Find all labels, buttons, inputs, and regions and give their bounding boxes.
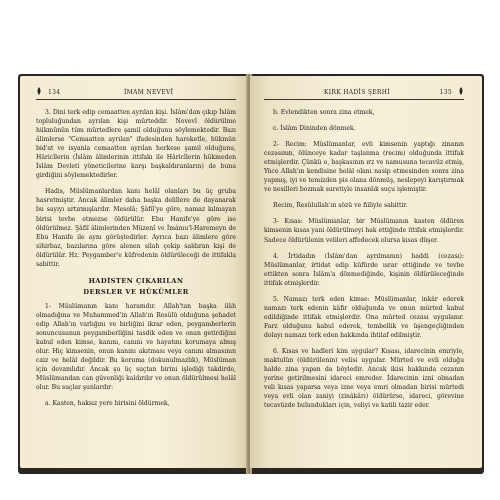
left-page: [20, 76, 248, 468]
right-page-header: [264, 88, 464, 100]
paragraph: 6. Kısas ve hadleri kim uygular? Kısası, idarecinin emriyle, maktulün (öldürülenin) velisi uygular. Mürted ve evli olduğu halde zina yapan da böyledir. Ancak ikisi hakkında cezanın yerine getirilmesini idareci emreder. İdarecinin izni olmadan veli kısas yaparsa veya izne veya emri olmadan birisi mürtedi veya evli olan zaniyi (zinâkârı) öldürürse, idareci, görevine tecavüzde bulundukları için, veliyi ve katili tazir eder.: [264, 347, 464, 410]
paragraph: 3- Kısas: Müslümanlar, bir Müslümanın kasten öldüren kimsenin kısas yani öldürülmeyi hak ettiğinde ittifak etmişlerdir. Sadece öldürülenin velileri affedecek olursa kısas düşer.: [264, 218, 464, 244]
section-heading: DERSLER VE HÜKÜMLER: [83, 287, 189, 296]
section-heading: HADİSTEN ÇIKARILAN: [88, 276, 184, 285]
paragraph: Hadis, Müslümanlardan kanı helâl olanları bu üç gruba hasretmiştir. Ancak âlimler daha başka delillere de dayanarak bu sayıyı artırmışlardır. Meselâ; Şâfiî'ye göre, namaz kılmayan birisi tevbe etmezse öldürülür. Ebu Hanife'ye göre ise öldürülmez. Şâfiî âlimlerinden Müzenî ve İmâmu'l-Haremeyn de Ebu Hanife ile aynı görüştedirler. Ayrıca bazı âlimlere göre sihirbaz, bazılarına göre alenen silah çekip saldıran kişi de öldürülür. Hz. Peygamber'e küfredenin öldürüleceği de ittifakla sabittir.: [36, 188, 236, 268]
list-item: c. İslâm Dininden dönmek.: [273, 125, 356, 133]
running-title: KIRK HADİS ŞERHİ: [324, 89, 390, 96]
page-number: 134: [48, 89, 61, 96]
list-item: b. Evlendikten sonra zina etmek,: [273, 109, 375, 116]
page-number: 135: [439, 89, 452, 96]
right-page: [250, 76, 482, 468]
left-page-header: [36, 88, 236, 100]
paragraph: 2- Recim: Müslümanlar, evli kimsenin yaptığı zinanın cezasının, ölünceye kadar taşlanma (recim) olduğunda ittifak etmişlerdir. Çünkü o, başkasının ırz ve namusuna tecavüz etmiş, Yüce Allah'ın kendisine helâl olanı nasip etmesinden sonra zina yapmış, iyi ve temizden pis olana dönmüş, neslepeyi karıştırmak ve nesilleri bozmak suretiyle insanlık suçu işlemiştir.: [264, 141, 464, 194]
fleuron-icon: [36, 87, 42, 95]
paragraph: Recim, Resûlullah'ın sözü ve fiiliyle sabittir.: [273, 202, 408, 210]
running-title: İMAM NEVEVÎ: [124, 89, 174, 96]
fleuron-icon: [458, 87, 464, 95]
list-item: a. Kasten, haksız yere birisini öldürmek,: [45, 400, 170, 408]
paragraph: 1- Müslümanın kanı haramdır. Allah'tan başka ilâh olmadığına ve Muhammed'in Allah'ın Resûlü olduğuna şehadet edip Allah'ın varlığını ve birliğini ikrar eden, peygamberlerin sonuncusunun peygamberliğini tasdik eden ve onun getirdiğini kabul eden kimse, kanını, canını ve hayatını korumaya almış olur. Hiç kimsenin, onun kanını akıtması veya canını almasının caiz ve helâl değildir. Bu koruma (dokunulmazlık), Müslüman için devamlıdır. Ancak şu üç suçtan birini işlediği takdirde, Müslümandan can güvenliği kaldırılır ve onun öldürülmesi helâl olur. Bu suçlar şunlardır:: [36, 302, 236, 392]
paragraph: 5. Namazı terk eden kimse: Müslümanlar, inkâr ederek namazı terk edenin kâfir olduğunda ve onun mürted kabul edildiğinde ittifak etmişlerdir. Ona mürted cezası uygulanır. Farz olduğunu kabul ederek, tembellik ve üşengeçliğinden dolayı namazı terk eden hakkında ihtilaf edilmiştir.: [264, 295, 464, 339]
paragraph: 3. Dini terk edip cemaatten ayrılan kişi. İslâm'dan çıkıp İslâm topluluğundan ayrılan kişi mürteddir. Nevevî öldürülme hükmünün tüm mürtedlere şamil olduğunu söylemektedir. Bazı âlimlerse "Cemaatten ayrılan" ifadesinden hareketle, hükmün bid'at ve isyanla cemaatten ayrılan herkese şamil olduğunu, Hâricîlerin (İslâm âlimlerinin ittifakı ile Hâricîlerin hükmeden İslâm Devleti yöneticilerine karşı başkaldıranların) de buna girdiğini söylemektedirler.: [36, 109, 236, 180]
paragraph: 4. İrtidadın (İslâm'dan ayrılmanın) haddi (cezası): Müslümanlar, irtidat edip küfürde ısrar ettiğinde ve tevbe ettikten sonra İslâm'a dönmediğinde, kişinin öldürüleceğinde ittifak etmişlerdir.: [264, 252, 464, 287]
